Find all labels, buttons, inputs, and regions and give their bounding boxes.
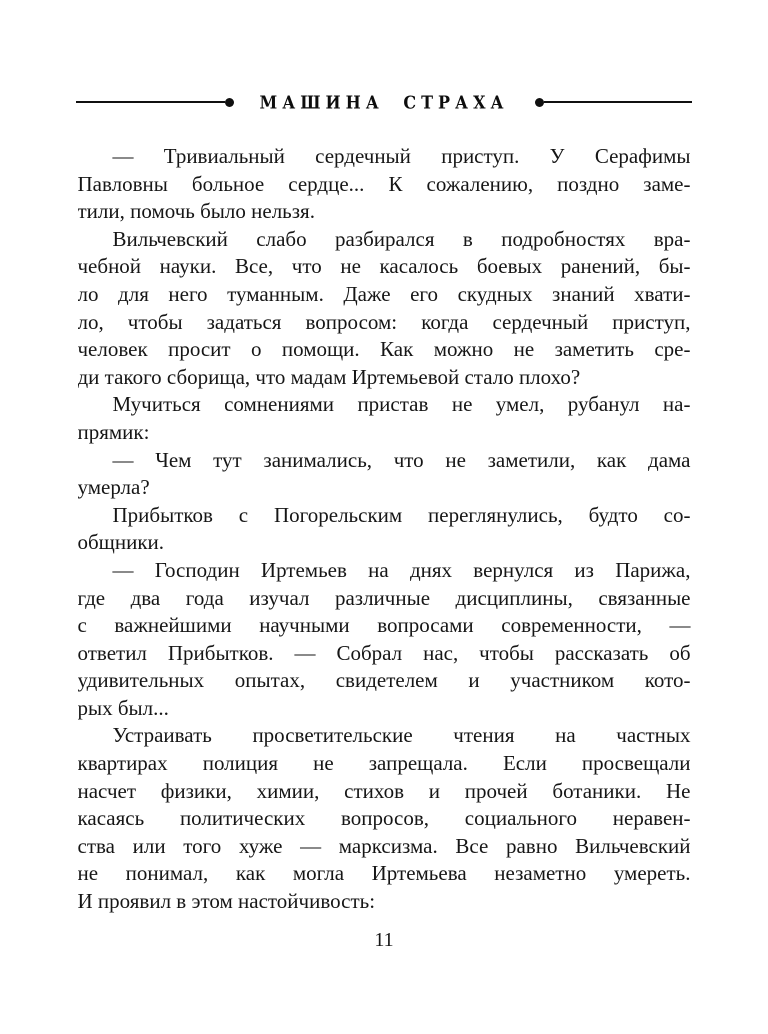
header-dot-left-icon xyxy=(225,98,234,107)
text-line: — Тривиальный сердечный приступ. У Серафимы xyxy=(112,144,691,168)
text-line: умерла? xyxy=(77,475,150,500)
text-line: ло, чтобы задаться вопросом: когда сердечный приступ, xyxy=(77,309,691,334)
paragraph xyxy=(78,143,691,226)
text-line: Прибытков с Погорельским переглянулись, будто со- xyxy=(112,502,691,527)
text-line: удивительных опытах, свидетелем и участником кото- xyxy=(77,668,691,693)
text-line: Павловны больное сердце... К сожалению, поздно заме- xyxy=(77,171,691,196)
paragraph xyxy=(78,391,691,446)
text-line: общники. xyxy=(77,530,165,555)
paragraph xyxy=(78,447,691,502)
text-line: прямик: xyxy=(77,419,150,444)
text-line: чебной науки. Все, что не касалось боевых ранений, бы- xyxy=(77,254,691,279)
paragraph xyxy=(78,557,691,723)
text-line: где два года изучал различные дисциплины, связанные xyxy=(77,585,691,610)
text-line: человек просит о помощи. Как можно не заметить сре- xyxy=(77,337,691,362)
header-rule-left xyxy=(76,101,225,103)
page-number: 11 xyxy=(374,928,394,951)
text-line: тили, помочь было нельзя. xyxy=(77,199,315,224)
paragraph xyxy=(78,502,691,557)
header-rule-right xyxy=(544,101,693,103)
text-line: касаясь политических вопросов, социального неравен- xyxy=(77,806,691,831)
running-head-title: МАШИНА СТРАХА xyxy=(259,91,509,113)
text-line: ло для него туманным. Даже его скудных знаний хвати- xyxy=(77,281,691,306)
text-line: насчет физики, химии, стихов и прочей ботаники. Не xyxy=(77,778,691,803)
running-head xyxy=(76,0,692,112)
text-line: не понимал, как могла Иртемьева незаметно умереть. xyxy=(77,861,691,886)
text-line: ства или того хуже — марксизма. Все равно Вильчевский xyxy=(77,833,691,858)
text-line: ответил Прибытков. — Собрал нас, чтобы рассказать об xyxy=(77,640,691,665)
text-line: рых был... xyxy=(77,695,169,720)
header-dot-right-icon xyxy=(535,98,544,107)
text-line: Вильчевский слабо разбирался в подробностях вра- xyxy=(112,226,691,251)
paragraph xyxy=(78,226,691,392)
text-line: Мучиться сомнениями пристав не умел, рубанул на- xyxy=(112,392,691,417)
text-line: И проявил в этом настойчивость: xyxy=(77,889,376,914)
text-line: — Чем тут занимались, что не заметили, как дама xyxy=(112,447,691,472)
text-line: — Господин Иртемьев на днях вернулся из Парижа, xyxy=(112,557,691,582)
page-text xyxy=(78,143,691,916)
paragraph xyxy=(78,722,691,915)
text-line: квартирах полиция не запрещала. Если просвещали xyxy=(77,751,691,776)
text-line: ди такого сборища, что мадам Иртемьевой стало плохо? xyxy=(77,364,581,389)
text-line: Устраивать просветительские чтения на частных xyxy=(112,723,691,748)
text-line: с важнейшими научными вопросами современности, — xyxy=(77,613,691,638)
